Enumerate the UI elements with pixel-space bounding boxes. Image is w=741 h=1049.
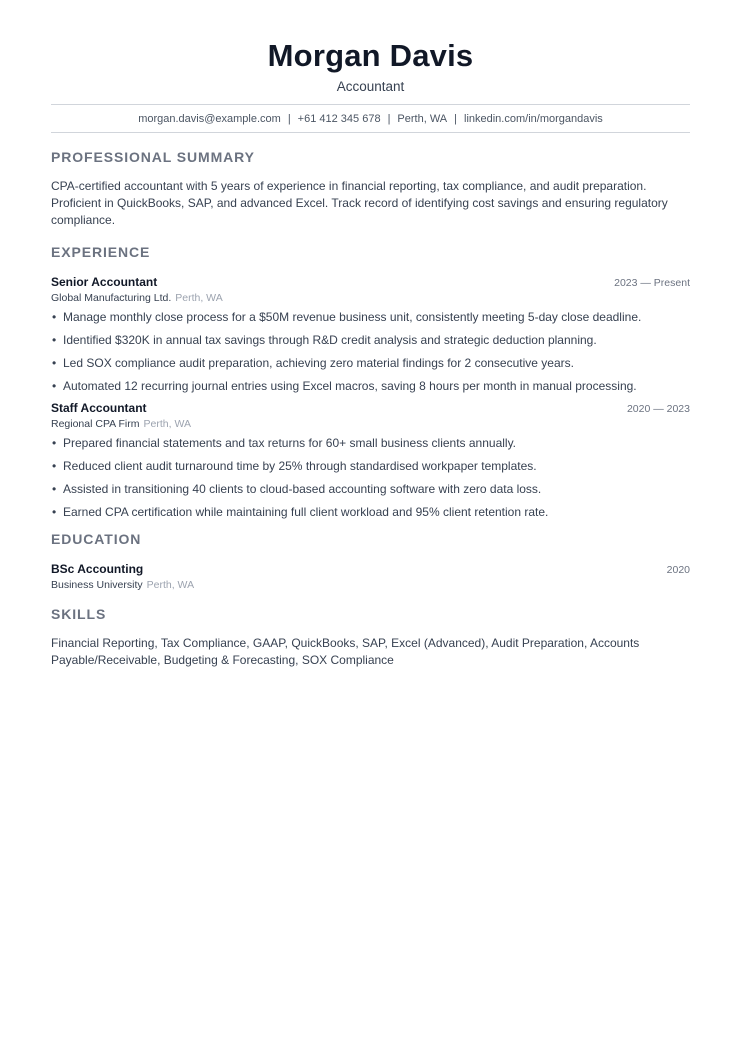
bullet-item: • Automated 12 recurring journal entries using Excel macros, saving 8 hours per month in manual processing. — [51, 378, 690, 394]
section-title-education: EDUCATION — [51, 531, 142, 547]
contact-separator: | — [287, 112, 291, 125]
job-bullets — [51, 309, 690, 394]
job-entry — [51, 275, 690, 394]
bullet-item: • Identified $320K in annual tax savings through R&D credit analysis and strategic deduction planning. — [51, 332, 690, 348]
education-degree: BSc Accounting — [51, 562, 144, 576]
job-bullets — [51, 435, 690, 520]
candidate-role: Accountant — [336, 79, 405, 94]
section-title-summary: PROFESSIONAL SUMMARY — [51, 149, 255, 165]
job-location: Perth, WA — [175, 292, 223, 304]
section-title-skills: SKILLS — [51, 606, 107, 622]
summary-text: CPA-certified accountant with 5 years of experience in financial reporting, tax compliance, and audit preparation. Proficient in QuickBooks, SAP, and advanced Excel. Track record of identifying cost savings and ensuring regulatory compliance. — [51, 179, 668, 227]
skills-text: Financial Reporting, Tax Compliance, GAAP, QuickBooks, SAP, Excel (Advanced), Audit Preparation, Accounts Payable/Receivable, Budgeting & Forecasting, SOX Compliance — [51, 636, 640, 667]
job-dates: 2020 — 2023 — [626, 403, 690, 415]
contact-email[interactable]: morgan.davis@example.com — [138, 112, 281, 125]
contact-location: Perth, WA — [397, 112, 448, 125]
bullet-item: • Earned CPA certification while maintaining full client workload and 95% client retention rate. — [51, 504, 690, 520]
bullet-item: • Led SOX compliance audit preparation, achieving zero material findings for 2 consecutive years. — [51, 355, 690, 371]
resume-header — [51, 0, 690, 133]
bullet-item: • Prepared financial statements and tax returns for 60+ small business clients annually. — [51, 435, 690, 451]
job-organization: Global Manufacturing Ltd. — [51, 292, 172, 304]
job-location: Perth, WA — [143, 418, 191, 430]
job-title: Staff Accountant — [51, 401, 147, 415]
contact-separator: | — [387, 112, 391, 125]
contact-bar — [51, 104, 690, 133]
bullet-item: • Assisted in transitioning 40 clients to cloud-based accounting software with zero data loss. — [51, 481, 690, 497]
job-dates: 2023 — Present — [614, 277, 690, 289]
bullet-item: • Manage monthly close process for a $50M revenue business unit, consistently meeting 5-day close deadline. — [51, 309, 690, 325]
contact-linkedin[interactable]: linkedin.com/in/morgandavis — [464, 112, 603, 125]
bullet-item: • Reduced client audit turnaround time by 25% through standardised workpaper templates. — [51, 458, 690, 474]
contact-phone[interactable]: +61 412 345 678 — [297, 112, 381, 125]
education-year: 2020 — [666, 564, 690, 576]
education-school: Business University — [51, 579, 143, 591]
education-location: Perth, WA — [146, 579, 195, 591]
job-title: Senior Accountant — [51, 275, 158, 289]
section-title-experience: EXPERIENCE — [51, 244, 151, 260]
education-entry — [51, 562, 690, 592]
contact-separator: | — [454, 112, 457, 125]
job-organization: Regional CPA Firm — [51, 418, 140, 430]
job-entry — [51, 401, 690, 520]
candidate-name: Morgan Davis — [267, 38, 474, 73]
